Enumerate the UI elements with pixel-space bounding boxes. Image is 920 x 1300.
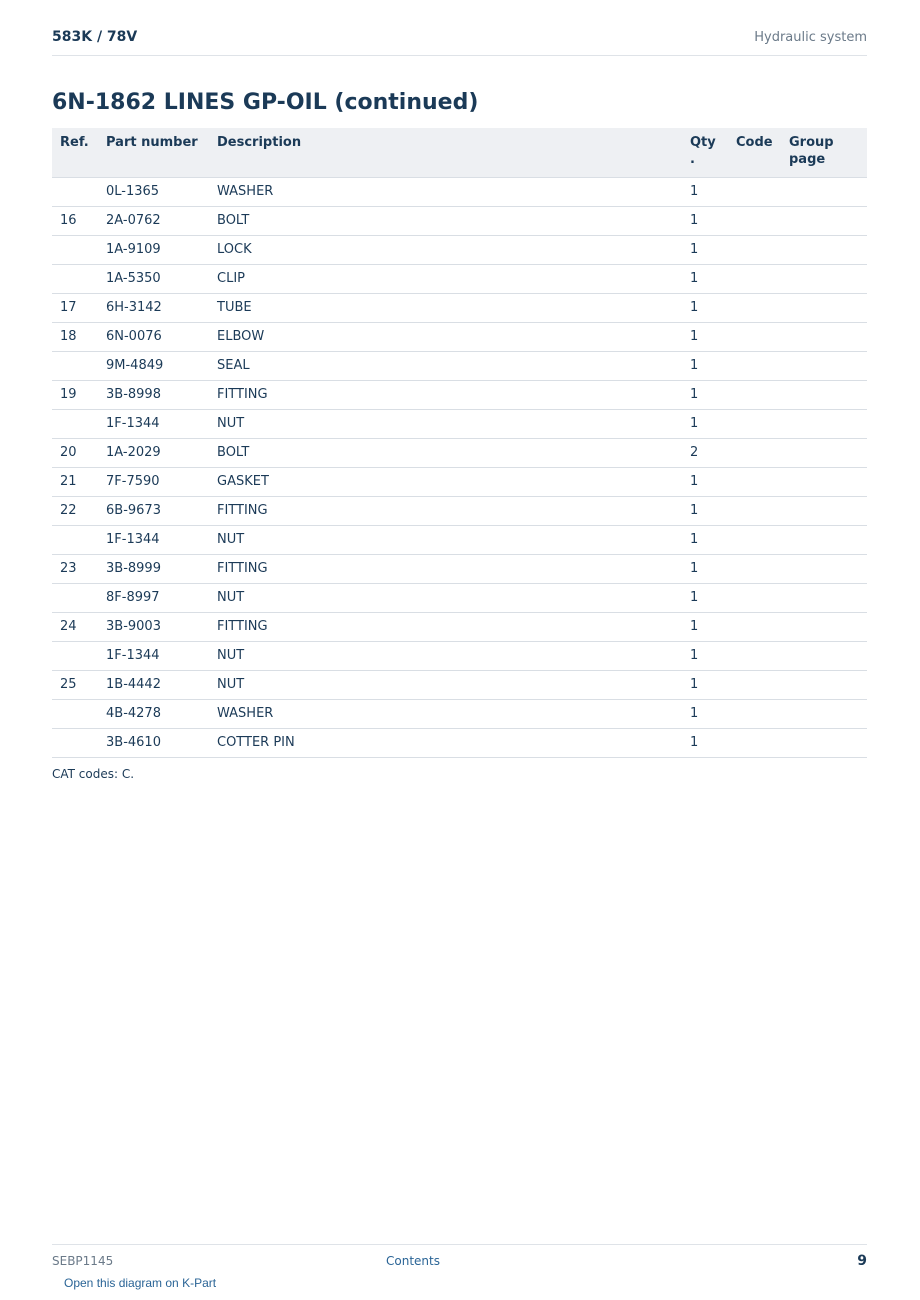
code-cell	[728, 235, 781, 264]
part-number-cell: 1A-2029	[98, 438, 209, 467]
ref-cell	[52, 351, 98, 380]
group-page-cell	[781, 264, 867, 293]
qty-cell: 1	[682, 641, 728, 670]
col-header-description: Description	[209, 128, 682, 177]
col-header-code: Code	[728, 128, 781, 177]
qty-cell: 1	[682, 496, 728, 525]
table-row	[52, 409, 867, 438]
section-label: Hydraulic system	[754, 30, 867, 45]
qty-cell: 2	[682, 438, 728, 467]
part-number-cell: 3B-9003	[98, 612, 209, 641]
part-number-cell: 6H-3142	[98, 293, 209, 322]
description-cell: FITTING	[209, 380, 682, 409]
qty-cell: 1	[682, 670, 728, 699]
code-cell	[728, 264, 781, 293]
part-number-cell: 1B-4442	[98, 670, 209, 699]
table-row	[52, 583, 867, 612]
description-cell: NUT	[209, 670, 682, 699]
code-cell	[728, 322, 781, 351]
group-page-cell	[781, 554, 867, 583]
group-page-cell	[781, 409, 867, 438]
title-suffix: (continued)	[334, 90, 479, 115]
description-cell: FITTING	[209, 612, 682, 641]
ref-cell: 20	[52, 438, 98, 467]
table-row	[52, 177, 867, 206]
qty-cell: 1	[682, 467, 728, 496]
description-cell: NUT	[209, 641, 682, 670]
description-cell: GASKET	[209, 467, 682, 496]
qty-cell: 1	[682, 322, 728, 351]
ref-cell: 19	[52, 380, 98, 409]
description-cell: LOCK	[209, 235, 682, 264]
code-cell	[728, 409, 781, 438]
ref-cell	[52, 264, 98, 293]
title-main: 6N-1862 LINES GP-OIL	[52, 90, 327, 115]
group-page-cell	[781, 351, 867, 380]
ref-cell	[52, 699, 98, 728]
code-cell	[728, 467, 781, 496]
table-row	[52, 206, 867, 235]
qty-cell: 1	[682, 206, 728, 235]
part-number-cell: 6N-0076	[98, 322, 209, 351]
part-number-cell: 3B-8999	[98, 554, 209, 583]
group-page-cell	[781, 699, 867, 728]
table-row	[52, 554, 867, 583]
ref-cell: 18	[52, 322, 98, 351]
part-number-cell: 0L-1365	[98, 177, 209, 206]
col-header-group-page: Group page	[781, 128, 867, 177]
table-row	[52, 235, 867, 264]
code-cell	[728, 496, 781, 525]
group-page-cell	[781, 322, 867, 351]
ref-cell: 23	[52, 554, 98, 583]
code-cell	[728, 380, 781, 409]
qty-cell: 1	[682, 235, 728, 264]
table-row	[52, 670, 867, 699]
description-cell: FITTING	[209, 496, 682, 525]
group-page-cell	[781, 380, 867, 409]
code-cell	[728, 583, 781, 612]
code-cell	[728, 177, 781, 206]
table-row	[52, 699, 867, 728]
table-row	[52, 264, 867, 293]
group-page-cell	[781, 496, 867, 525]
part-number-cell: 1F-1344	[98, 525, 209, 554]
ref-cell	[52, 235, 98, 264]
part-number-cell: 3B-4610	[98, 728, 209, 757]
group-page-cell	[781, 728, 867, 757]
ref-cell: 17	[52, 293, 98, 322]
description-cell: ELBOW	[209, 322, 682, 351]
ref-cell: 16	[52, 206, 98, 235]
group-page-cell	[781, 641, 867, 670]
part-number-cell: 1A-9109	[98, 235, 209, 264]
code-cell	[728, 641, 781, 670]
ref-cell: 22	[52, 496, 98, 525]
page-number: 9	[857, 1253, 867, 1269]
part-number-cell: 1F-1344	[98, 641, 209, 670]
qty-cell: 1	[682, 699, 728, 728]
part-number-cell: 9M-4849	[98, 351, 209, 380]
code-cell	[728, 351, 781, 380]
code-cell	[728, 293, 781, 322]
ref-cell	[52, 641, 98, 670]
table-row	[52, 322, 867, 351]
description-cell: NUT	[209, 409, 682, 438]
cat-codes-note: CAT codes: C.	[52, 767, 135, 781]
group-page-cell	[781, 467, 867, 496]
qty-cell: 1	[682, 351, 728, 380]
part-number-cell: 2A-0762	[98, 206, 209, 235]
part-number-cell: 1F-1344	[98, 409, 209, 438]
part-number-cell: 3B-8998	[98, 380, 209, 409]
description-cell: WASHER	[209, 177, 682, 206]
part-number-cell: 6B-9673	[98, 496, 209, 525]
description-cell: TUBE	[209, 293, 682, 322]
ref-cell	[52, 409, 98, 438]
code-cell	[728, 525, 781, 554]
group-page-cell	[781, 583, 867, 612]
group-page-cell	[781, 293, 867, 322]
description-cell: SEAL	[209, 351, 682, 380]
part-number-cell: 1A-5350	[98, 264, 209, 293]
code-cell	[728, 699, 781, 728]
model-label: 583K / 78V	[52, 29, 138, 45]
group-page-cell	[781, 177, 867, 206]
contents-link[interactable]: Contents	[386, 1254, 440, 1268]
group-page-cell	[781, 235, 867, 264]
qty-cell: 1	[682, 612, 728, 641]
table-row	[52, 351, 867, 380]
code-cell	[728, 612, 781, 641]
table-row	[52, 525, 867, 554]
table-row	[52, 641, 867, 670]
group-page-cell	[781, 612, 867, 641]
ref-cell	[52, 583, 98, 612]
qty-cell: 1	[682, 177, 728, 206]
qty-cell: 1	[682, 380, 728, 409]
group-page-cell	[781, 525, 867, 554]
description-cell: FITTING	[209, 554, 682, 583]
table-header-row	[52, 128, 867, 177]
code-cell	[728, 206, 781, 235]
part-number-cell: 7F-7590	[98, 467, 209, 496]
ref-cell: 25	[52, 670, 98, 699]
qty-cell: 1	[682, 728, 728, 757]
qty-cell: 1	[682, 264, 728, 293]
col-header-ref: Ref.	[52, 128, 98, 177]
ref-cell: 24	[52, 612, 98, 641]
part-number-cell: 4B-4278	[98, 699, 209, 728]
code-cell	[728, 670, 781, 699]
col-header-qty: Qty .	[682, 128, 728, 177]
ref-cell	[52, 728, 98, 757]
kpart-diagram-link[interactable]: Open this diagram on K-Part	[64, 1276, 217, 1290]
col-header-part-number: Part number	[98, 128, 209, 177]
qty-cell: 1	[682, 525, 728, 554]
code-cell	[728, 438, 781, 467]
group-page-cell	[781, 206, 867, 235]
description-cell: NUT	[209, 583, 682, 612]
description-cell: NUT	[209, 525, 682, 554]
description-cell: WASHER	[209, 699, 682, 728]
document-id: SEBP1145	[52, 1254, 114, 1268]
table-row	[52, 496, 867, 525]
code-cell	[728, 554, 781, 583]
parts-table	[52, 128, 867, 758]
table-row	[52, 612, 867, 641]
group-page-cell	[781, 438, 867, 467]
page-title	[52, 90, 478, 115]
ref-cell	[52, 525, 98, 554]
table-row	[52, 728, 867, 757]
group-page-cell	[781, 670, 867, 699]
ref-cell: 21	[52, 467, 98, 496]
description-cell: BOLT	[209, 206, 682, 235]
code-cell	[728, 728, 781, 757]
table-row	[52, 467, 867, 496]
qty-cell: 1	[682, 409, 728, 438]
description-cell: CLIP	[209, 264, 682, 293]
part-number-cell: 8F-8997	[98, 583, 209, 612]
table-row	[52, 293, 867, 322]
qty-cell: 1	[682, 554, 728, 583]
page-header	[52, 28, 867, 56]
parts-table-body	[52, 177, 867, 757]
page-footer	[52, 1244, 867, 1274]
qty-cell: 1	[682, 293, 728, 322]
ref-cell	[52, 177, 98, 206]
table-row	[52, 438, 867, 467]
description-cell: BOLT	[209, 438, 682, 467]
table-row	[52, 380, 867, 409]
description-cell: COTTER PIN	[209, 728, 682, 757]
qty-cell: 1	[682, 583, 728, 612]
